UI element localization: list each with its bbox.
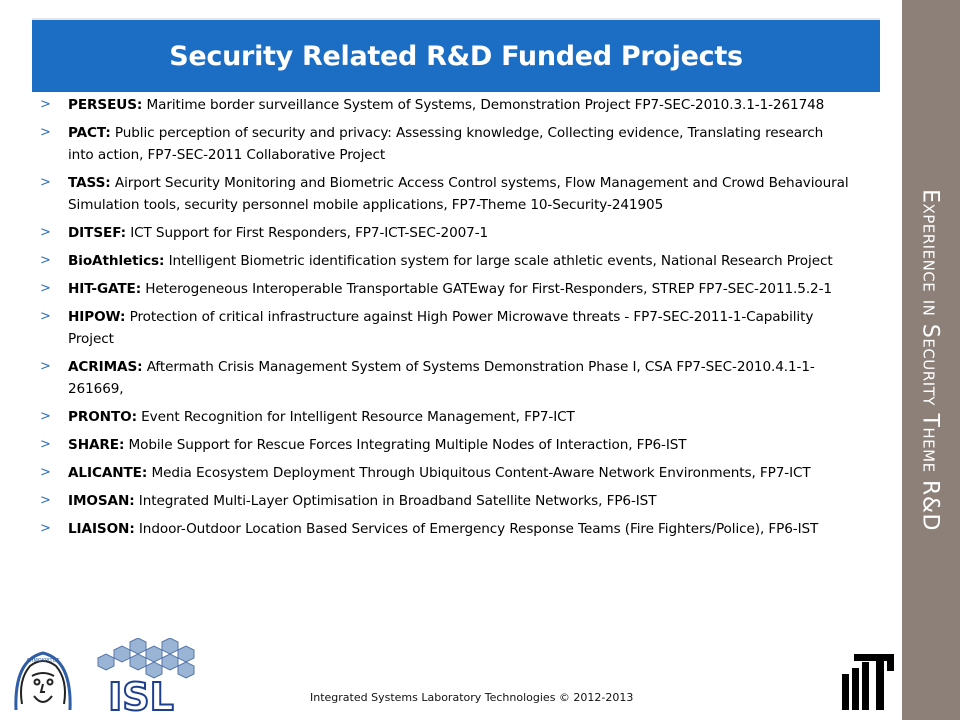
project-name: HIT-GATE:: [68, 281, 142, 297]
project-name: TASS:: [68, 175, 111, 191]
project-name: IMOSAN:: [68, 493, 135, 509]
iit-logo: [840, 650, 896, 712]
list-item: [40, 306, 852, 350]
list-item: [40, 462, 852, 484]
project-name: ALICANTE:: [68, 465, 148, 481]
project-description: Heterogeneous Interoperable Transportable GATEway for First-Responders, STREP FP7-SEC-2011.5.2-1: [141, 281, 832, 297]
list-item: [40, 94, 852, 116]
list-item: [40, 172, 852, 216]
list-item: [40, 122, 852, 166]
title-bar: [32, 18, 880, 92]
project-description: Aftermath Crisis Management System of Systems Demonstration Phase I, CSA FP7-SEC-2010.4.1-1-261669,: [68, 359, 815, 397]
isl-logo: [80, 638, 202, 714]
demokritos-logo: [12, 650, 74, 712]
project-description: Intelligent Biometric identification system for large scale athletic events, National Research Project: [164, 253, 833, 269]
project-description: ICT Support for First Responders, FP7-ICT-SEC-2007-1: [125, 225, 489, 241]
project-name: BioAthletics:: [68, 253, 165, 269]
bullet-icon: >: [40, 521, 51, 536]
bullet-icon: >: [40, 409, 51, 424]
list-item: [40, 222, 852, 244]
bullet-icon: >: [40, 309, 51, 324]
project-list: [40, 94, 852, 546]
bullet-icon: >: [40, 125, 51, 140]
bullet-icon: >: [40, 359, 51, 374]
bullet-icon: >: [40, 225, 51, 240]
list-item: [40, 250, 852, 272]
list-item: [40, 518, 852, 540]
isl-logo-text: ISL: [108, 675, 174, 714]
project-description: Event Recognition for Intelligent Resource Management, FP7-ICT: [136, 409, 575, 425]
project-name: PRONTO:: [68, 409, 137, 425]
project-description: Maritime border surveillance System of Systems, Demonstration Project FP7-SEC-2010.3.1-1-261748: [142, 97, 825, 113]
slide-title: Security Related R&D Funded Projects: [169, 40, 743, 72]
bullet-icon: >: [40, 175, 51, 190]
project-name: PACT:: [68, 125, 111, 141]
bullet-icon: >: [40, 281, 51, 296]
bullet-icon: >: [40, 253, 51, 268]
project-name: ACRIMAS:: [68, 359, 143, 375]
list-item: [40, 490, 852, 512]
list-item: [40, 356, 852, 400]
list-item: [40, 406, 852, 428]
project-name: HIPOW:: [68, 309, 126, 325]
project-name: PERSEUS:: [68, 97, 143, 113]
bullet-icon: >: [40, 465, 51, 480]
sidebar-title: Experience in Security Theme R&D: [917, 189, 943, 531]
project-name: DITSEF:: [68, 225, 126, 241]
project-description: Integrated Multi-Layer Optimisation in Broadband Satellite Networks, FP6-IST: [134, 493, 657, 509]
project-name: LIAISON:: [68, 521, 135, 537]
project-description: Protection of critical infrastructure against High Power Microwave threats - FP7-SEC-2011-1-Capability Project: [68, 309, 814, 347]
list-item: [40, 278, 852, 300]
project-name: SHARE:: [68, 437, 125, 453]
list-item: [40, 434, 852, 456]
project-description: Indoor-Outdoor Location Based Services of Emergency Response Teams (Fire Fighters/Police), FP6-IST: [134, 521, 819, 537]
footer-text: Integrated Systems Laboratory Technologies © 2012-2013: [310, 691, 634, 704]
bullet-icon: >: [40, 437, 51, 452]
bullet-icon: >: [40, 97, 51, 112]
project-description: Media Ecosystem Deployment Through Ubiquitous Content-Aware Network Environments, FP7-ICT: [147, 465, 811, 481]
demokritos-logo-text: ΔΗΜΟΚΡΙΤΟΣ: [26, 658, 60, 664]
project-description: Mobile Support for Rescue Forces Integrating Multiple Nodes of Interaction, FP6-IST: [124, 437, 687, 453]
project-description: Public perception of security and privacy: Assessing knowledge, Collecting evidence, Translating research into action, FP7-SEC-2011 Collaborative Project: [68, 125, 824, 163]
bullet-icon: >: [40, 493, 51, 508]
project-description: Airport Security Monitoring and Biometric Access Control systems, Flow Management and Crowd Behavioural Simulation tools, security personnel mobile applications, FP7-Theme 10-Security-241905: [68, 175, 849, 213]
